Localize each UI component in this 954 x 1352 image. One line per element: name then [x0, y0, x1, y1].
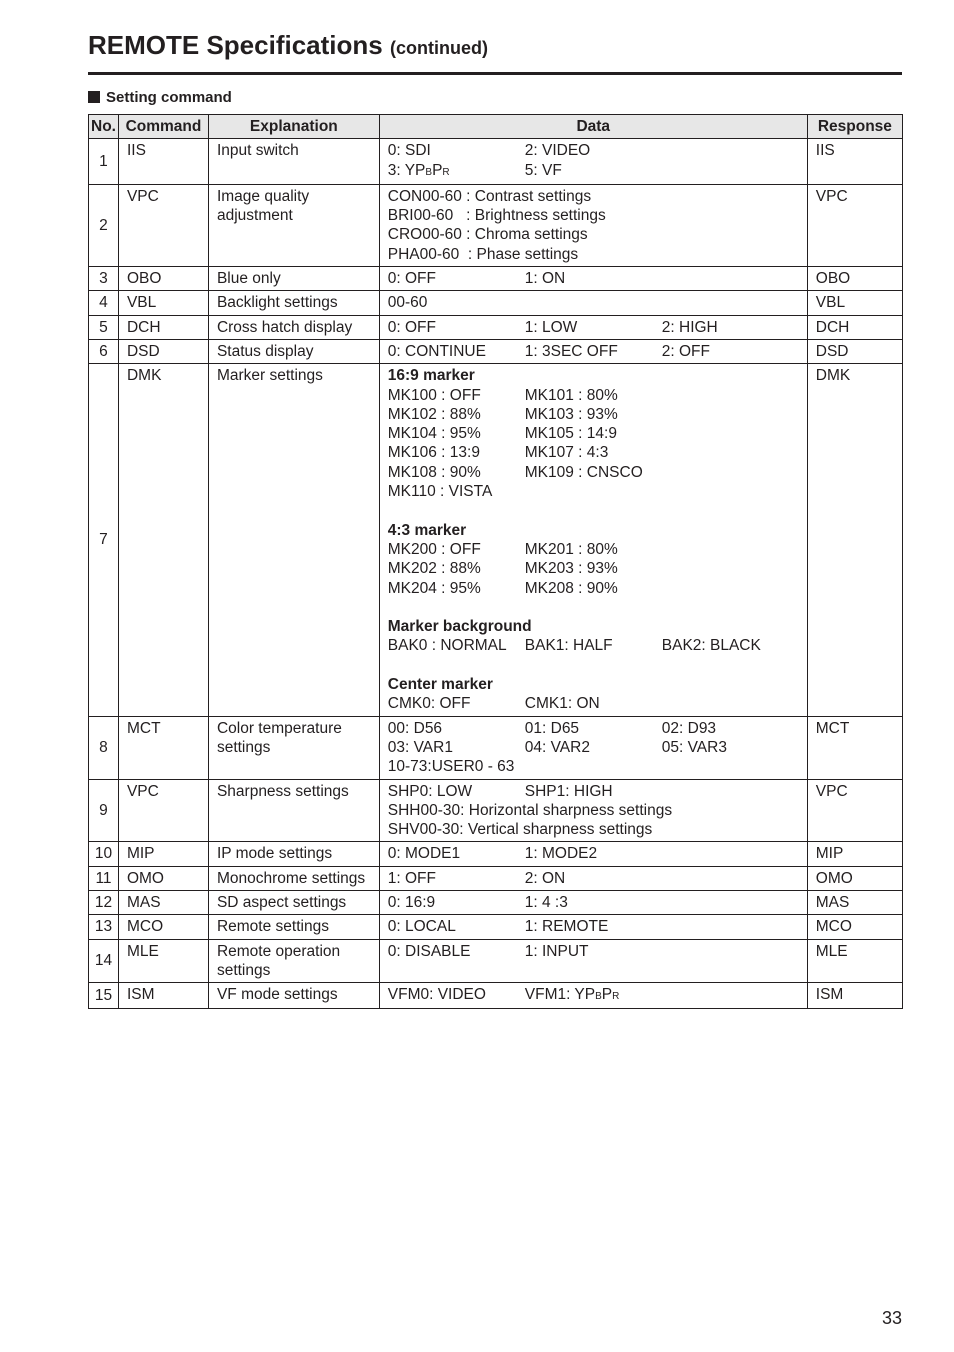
- command-cell: DSD: [118, 339, 208, 363]
- data-value: 1: OFF: [387, 869, 436, 887]
- row-number: 1: [89, 139, 119, 185]
- response-cell: DCH: [807, 315, 902, 339]
- data-value: 0: MODE1: [387, 845, 461, 863]
- response-cell: ISM: [807, 983, 902, 1009]
- command-cell: ISM: [118, 983, 208, 1009]
- response-cell: MIP: [807, 842, 902, 866]
- explanation-cell: IP mode settings: [208, 842, 379, 866]
- marker43-heading: 4:3 marker: [387, 521, 467, 539]
- data-value: 0: 16:9: [387, 893, 436, 911]
- response-cell: MAS: [807, 890, 902, 914]
- row-number: 14: [89, 939, 119, 983]
- data-cell: [379, 842, 807, 866]
- explanation-line: adjustment: [216, 207, 293, 225]
- marker169-heading: 16:9 marker: [387, 367, 475, 385]
- row-number: 6: [89, 339, 119, 363]
- data-value: MK208 : 90%: [524, 579, 618, 597]
- table-row: [89, 842, 903, 866]
- row-number: 9: [89, 779, 119, 842]
- data-value: 01: D65: [524, 719, 580, 737]
- explanation-cell: Blue only: [208, 267, 379, 291]
- col-header-command: Command: [118, 115, 208, 139]
- data-cell: [379, 939, 807, 983]
- data-value: MK202 : 88%: [387, 560, 481, 578]
- explanation-line: settings: [216, 961, 271, 979]
- data-value: MK102 : 88%: [387, 405, 481, 423]
- command-cell: MIP: [118, 842, 208, 866]
- command-cell: MCT: [118, 716, 208, 779]
- command-cell: DCH: [118, 315, 208, 339]
- command-cell: OMO: [118, 866, 208, 890]
- row-number: 12: [89, 890, 119, 914]
- response-cell: MLE: [807, 939, 902, 983]
- data-cell: [379, 890, 807, 914]
- page-title: [88, 30, 488, 61]
- table-header-row: [89, 115, 903, 139]
- table-row: [89, 315, 903, 339]
- col-header-no: No.: [89, 115, 119, 139]
- data-value: VFM1: YPBPR: [524, 986, 620, 1004]
- square-bullet-icon: [88, 91, 100, 103]
- data-value: 1: 3SEC OFF: [524, 342, 618, 360]
- data-value: SHP1: HIGH: [524, 782, 613, 800]
- row-number: 8: [89, 716, 119, 779]
- data-value: CMK1: ON: [524, 695, 600, 713]
- row-number: 10: [89, 842, 119, 866]
- data-value: MK203 : 93%: [524, 560, 618, 578]
- data-cell: [379, 779, 807, 842]
- table-row: [89, 184, 903, 266]
- table-row: [89, 139, 903, 185]
- table-row: [89, 866, 903, 890]
- row-number: 3: [89, 267, 119, 291]
- response-cell: VBL: [807, 291, 902, 315]
- explanation-cell: Remote settings: [208, 915, 379, 939]
- center-marker-heading: Center marker: [387, 676, 493, 694]
- section-heading-text: Setting command: [106, 89, 232, 106]
- table-row: [89, 983, 903, 1009]
- row-number: 7: [89, 364, 119, 716]
- data-value: MK201 : 80%: [524, 540, 618, 558]
- data-value: 03: VAR1: [387, 738, 453, 756]
- data-value: 1: ON: [524, 270, 566, 288]
- setting-command-table: [88, 114, 903, 1009]
- data-line: SHH00-30: Horizontal sharpness settings: [387, 801, 673, 819]
- data-line: CRO00-60 : Chroma settings: [387, 226, 588, 244]
- command-cell: DMK: [118, 364, 208, 716]
- explanation-cell: SD aspect settings: [208, 890, 379, 914]
- command-cell: OBO: [118, 267, 208, 291]
- data-value: MK101 : 80%: [524, 386, 618, 404]
- response-cell: MCO: [807, 915, 902, 939]
- data-value: MK103 : 93%: [524, 405, 618, 423]
- response-cell: VPC: [807, 779, 902, 842]
- data-value: 1: MODE2: [524, 845, 598, 863]
- data-cell: [379, 915, 807, 939]
- data-value: 1: INPUT: [524, 942, 589, 960]
- table-row: [89, 339, 903, 363]
- command-cell: MAS: [118, 890, 208, 914]
- data-value: 0: SDI: [387, 142, 431, 160]
- explanation-line: Input switch: [216, 142, 299, 160]
- data-line: BRI00-60 : Brightness settings: [387, 207, 606, 225]
- data-value: 5: VF: [524, 161, 562, 179]
- data-value: 0: LOCAL: [387, 918, 456, 936]
- table-row: [89, 779, 903, 842]
- title-rule: [88, 72, 902, 75]
- explanation-cell: Marker settings: [208, 364, 379, 716]
- data-line: CON00-60 : Contrast settings: [387, 187, 592, 205]
- table-row: [89, 364, 903, 716]
- data-cell: [379, 983, 807, 1009]
- page-number: 33: [881, 1308, 902, 1328]
- explanation-cell: Backlight settings: [208, 291, 379, 315]
- data-value: 2: ON: [524, 869, 566, 887]
- data-value: 02: D93: [661, 719, 717, 737]
- explanation-cell: Monochrome settings: [208, 866, 379, 890]
- data-value: 0: OFF: [387, 270, 436, 288]
- table-row: [89, 291, 903, 315]
- data-value: 1: REMOTE: [524, 918, 609, 936]
- data-value: MK104 : 95%: [387, 425, 481, 443]
- data-value: 0: OFF: [387, 318, 436, 336]
- response-cell: OMO: [807, 866, 902, 890]
- data-cell: [379, 364, 807, 716]
- data-cell: 00-60: [379, 291, 807, 315]
- title-continued: (continued): [389, 38, 488, 58]
- data-value: 05: VAR3: [661, 738, 727, 756]
- data-value: 2: OFF: [661, 342, 710, 360]
- data-value: MK200 : OFF: [387, 540, 481, 558]
- command-cell: VPC: [118, 184, 208, 266]
- explanation-cell: Status display: [208, 339, 379, 363]
- explanation-line: Color temperature: [216, 719, 342, 737]
- data-cell: [379, 716, 807, 779]
- data-value: MK107 : 4:3: [524, 444, 609, 462]
- explanation-cell: [208, 184, 379, 266]
- data-value: MK204 : 95%: [387, 579, 481, 597]
- data-value: MK108 : 90%: [387, 463, 481, 481]
- col-header-data: Data: [379, 115, 807, 139]
- data-value: MK105 : 14:9: [524, 425, 617, 443]
- data-value: 1: LOW: [524, 318, 578, 336]
- row-number: 15: [89, 983, 119, 1009]
- data-line: SHV00-30: Vertical sharpness settings: [387, 821, 653, 839]
- explanation-cell: [208, 939, 379, 983]
- explanation-line: Remote operation: [216, 942, 341, 960]
- data-value: CMK0: OFF: [387, 695, 471, 713]
- explanation-cell: VF mode settings: [208, 983, 379, 1009]
- section-heading: [88, 89, 232, 106]
- data-value: 0: DISABLE: [387, 942, 471, 960]
- data-cell: [379, 339, 807, 363]
- table-row: [89, 267, 903, 291]
- explanation-cell: Cross hatch display: [208, 315, 379, 339]
- data-value: BAK0 : NORMAL: [387, 637, 507, 655]
- data-cell: [379, 267, 807, 291]
- data-value: MK110 : VISTA: [387, 483, 493, 501]
- explanation-cell: [208, 139, 379, 185]
- data-value: 04: VAR2: [524, 738, 590, 756]
- response-cell: DSD: [807, 339, 902, 363]
- col-header-response: Response: [807, 115, 902, 139]
- data-cell: [379, 184, 807, 266]
- command-cell: MCO: [118, 915, 208, 939]
- explanation-cell: Sharpness settings: [208, 779, 379, 842]
- data-value: 2: VIDEO: [524, 142, 591, 160]
- data-value: 0: CONTINUE: [387, 342, 486, 360]
- data-value: SHP0: LOW: [387, 782, 473, 800]
- data-value: 2: HIGH: [661, 318, 718, 336]
- title-main: REMOTE Specifications: [88, 30, 383, 60]
- data-line: 10-73:USER0 - 63: [387, 758, 515, 776]
- response-cell: VPC: [807, 184, 902, 266]
- data-value: MK106 : 13:9: [387, 444, 480, 462]
- data-value: BAK2: BLACK: [661, 637, 761, 655]
- table-row: [89, 939, 903, 983]
- response-cell: MCT: [807, 716, 902, 779]
- data-value: MK100 : OFF: [387, 386, 481, 404]
- data-value: VFM0: VIDEO: [387, 986, 486, 1004]
- explanation-line: settings: [216, 738, 271, 756]
- row-number: 4: [89, 291, 119, 315]
- table-row: [89, 716, 903, 779]
- response-cell: IIS: [807, 139, 902, 185]
- col-header-explanation: Explanation: [208, 115, 379, 139]
- row-number: 5: [89, 315, 119, 339]
- data-value: BAK1: HALF: [524, 637, 613, 655]
- data-cell: [379, 866, 807, 890]
- marker-background-heading: Marker background: [387, 618, 532, 636]
- command-cell: VBL: [118, 291, 208, 315]
- data-value: 1: 4 :3: [524, 893, 568, 911]
- response-cell: OBO: [807, 267, 902, 291]
- row-number: 2: [89, 184, 119, 266]
- command-cell: VPC: [118, 779, 208, 842]
- row-number: 13: [89, 915, 119, 939]
- data-line: PHA00-60 : Phase settings: [387, 245, 579, 263]
- explanation-cell: [208, 716, 379, 779]
- table-row: [89, 915, 903, 939]
- table-row: [89, 890, 903, 914]
- data-value: 00: D56: [387, 719, 443, 737]
- data-cell: [379, 139, 807, 185]
- data-value: MK109 : CNSCO: [524, 463, 643, 481]
- command-cell: IIS: [118, 139, 208, 185]
- data-cell: [379, 315, 807, 339]
- row-number: 11: [89, 866, 119, 890]
- explanation-line: Image quality: [216, 187, 310, 205]
- command-cell: MLE: [118, 939, 208, 983]
- response-cell: DMK: [807, 364, 902, 716]
- data-value: 3: YPBPR: [387, 161, 450, 179]
